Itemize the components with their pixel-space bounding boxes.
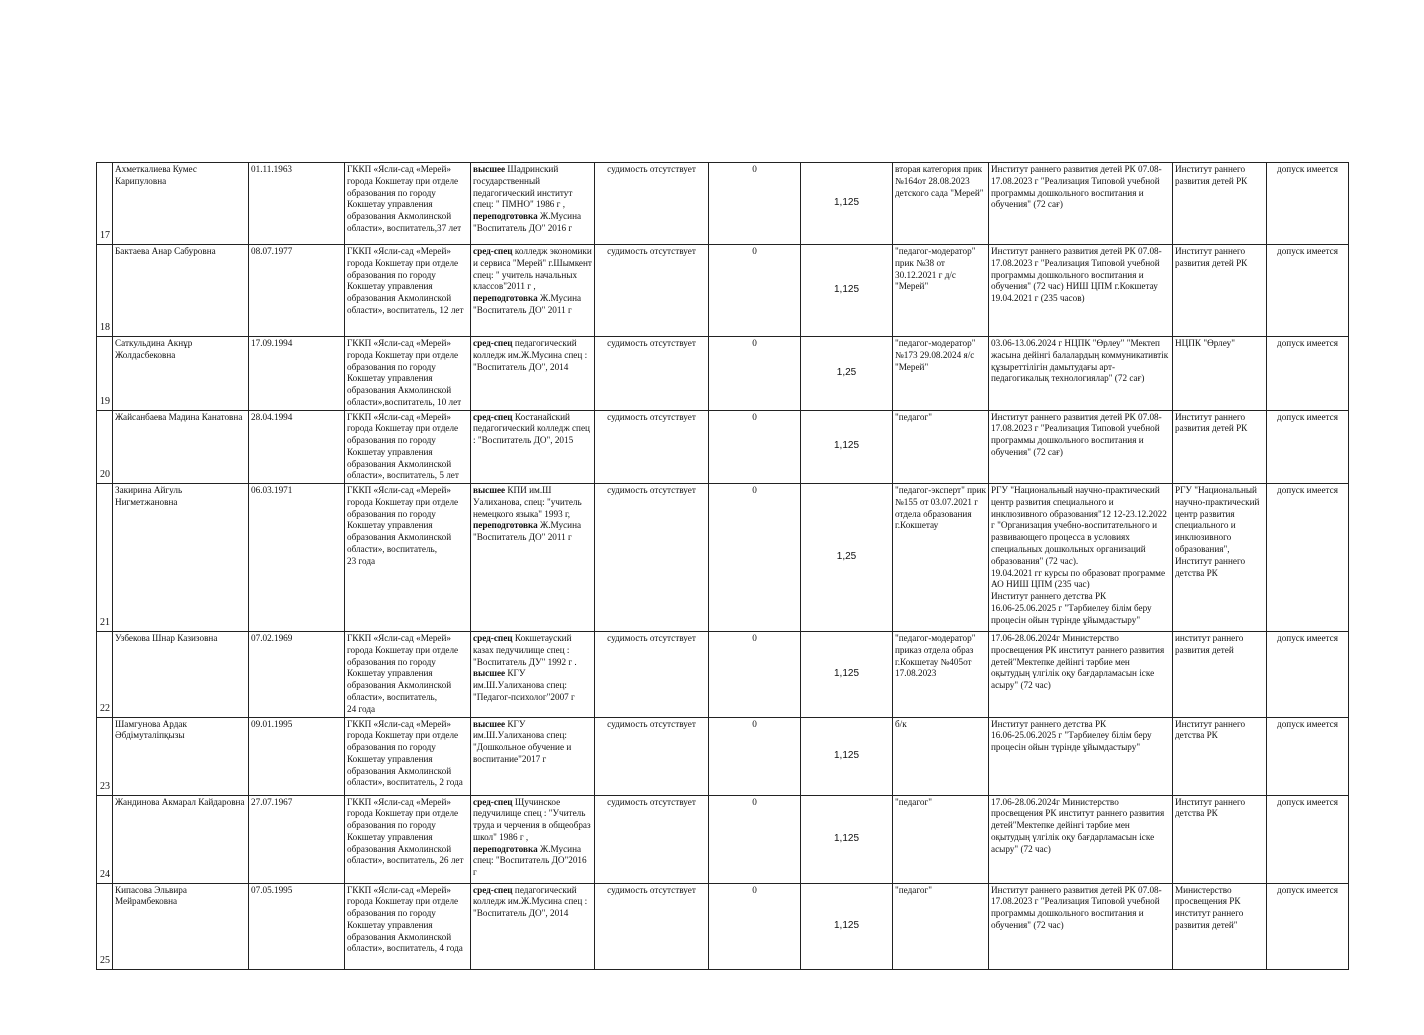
education-level: сред-спец bbox=[473, 796, 513, 807]
retraining-detail: Ж.Мусина "Воспитатель ДО" 2011 г bbox=[473, 520, 582, 543]
training-organization: Институт раннего развития детей РК bbox=[1173, 245, 1267, 337]
training-courses: Институт раннего развития детей РК 07.08-17.08.2023 г "Реализация Типовой учебной программы дошкольного воспитания и обучения" (72 сағ) bbox=[989, 163, 1173, 245]
education-detail: Щучинское педучилище спец : "Учитель труда и черчения в общеобраз школ" 1986 г , bbox=[473, 796, 591, 842]
training-organization: Министерство просвещения РК институт раннего развития детей" bbox=[1173, 883, 1267, 969]
row-number: 19 bbox=[97, 337, 113, 411]
training-courses: 17.06-28.06.2024г Министерство просвещения РК институт раннего развития детей"Мектепке дейінгі тәрбие мен оқытудың үлгілік оқу бағдарламасын іске асыру" (72 час) bbox=[989, 632, 1173, 717]
training-courses: РГУ "Национальный научно-практический центр развития специального и инклюзивного образования"12 12-23.12.2022 г "Организация учебно-воспитательного и развивающего процесса в условиях специальных дошкольных организаций образования" (72 час). 19.04.2021 гг курсы по образоват программе АО НИШ ЦПМ (235 час) Институт раннего детства РК 16.06-25.06.2025 г "Тәрбиелеу білім беру процесін ойын түрінде ұйымдастыру" bbox=[989, 484, 1173, 632]
table-row bbox=[97, 337, 1349, 411]
table-row bbox=[97, 245, 1349, 337]
education bbox=[471, 484, 595, 632]
rate-value: 1,125 bbox=[801, 632, 893, 717]
admission-status: допуск имеется bbox=[1267, 410, 1349, 484]
zero-value: 0 bbox=[709, 484, 801, 632]
education-level: сред-спец bbox=[473, 338, 513, 348]
table-row bbox=[97, 795, 1349, 883]
rate-value: 1,125 bbox=[801, 245, 893, 337]
training-organization: Институт раннего развития детей РК bbox=[1173, 410, 1267, 484]
row-number: 25 bbox=[97, 883, 113, 969]
criminal-record: судимость отсутствует bbox=[595, 717, 709, 795]
education-detail: КГУ им.Ш.Уалиханова спец: "Дошкольное обучение и воспитание"2017 г bbox=[473, 718, 572, 764]
education-detail: Костанайский педагогический колледж спец : "Воспитатель ДО", 2015 bbox=[473, 411, 590, 446]
admission-status: допуск имеется bbox=[1267, 717, 1349, 795]
qualification-category: вторая категория прик №164от 28.08.2023 детского сада "Мерей" bbox=[893, 163, 989, 245]
admission-status: допуск имеется bbox=[1267, 883, 1349, 969]
rate-value: 1,125 bbox=[801, 717, 893, 795]
training-courses: Институт раннего детства РК 16.06-25.06.2025 г "Тәрбиелеу білім беру процесін ойын түрінде ұйымдастыру" bbox=[989, 717, 1173, 795]
qualification-category: "педагог" bbox=[893, 795, 989, 883]
rate-value: 1,25 bbox=[801, 484, 893, 632]
criminal-record: судимость отсутствует bbox=[595, 484, 709, 632]
education-detail: КПИ им.Ш Уалиханова, спец: "учитель немецкого языка" 1993 г, bbox=[473, 485, 582, 519]
full-name: Узбекова Шнар Казизовна bbox=[113, 632, 249, 717]
education bbox=[471, 632, 595, 717]
admission-status: допуск имеется bbox=[1267, 632, 1349, 717]
full-name: Жайсанбаева Мадина Канатовна bbox=[113, 410, 249, 484]
workplace-position: ГККП «Ясли-сад «Мерей» города Кокшетау при отделе образования по городу Кокшетау управления образования Акмолинской области», воспитатель,37 лет bbox=[345, 163, 471, 245]
full-name: Шамгунова Ардак Әбдімуталіпқызы bbox=[113, 717, 249, 795]
criminal-record: судимость отсутствует bbox=[595, 337, 709, 411]
retraining-detail: КГУ им.Ш.Уалиханова спец: "Педагог-психолог"2007 г bbox=[473, 668, 575, 703]
education bbox=[471, 883, 595, 969]
full-name: Кипасова Эльвира Мейрамбековна bbox=[113, 883, 249, 969]
row-number: 18 bbox=[97, 245, 113, 337]
qualification-category: "педагог-модератор" прик №38 от 30.12.2021 г д/с "Мерей" bbox=[893, 245, 989, 337]
birth-date: 07.02.1969 bbox=[249, 632, 345, 717]
education bbox=[471, 410, 595, 484]
qualification-category: "педагог-модератор" приказ отдела образ г.Кокшетау №405от 17.08.2023 bbox=[893, 632, 989, 717]
training-courses: Институт раннего развития детей РК 07.08-17.08.2023 г "Реализация Типовой учебной программы дошкольного воспитания и обучения" (72 час) bbox=[989, 883, 1173, 969]
qualification-category: "педагог-модератор" №173 29.08.2024 я/с "Мерей" bbox=[893, 337, 989, 411]
rate-value: 1,25 bbox=[801, 337, 893, 411]
education-level: высшее bbox=[473, 164, 506, 174]
retraining-label: переподготовка bbox=[473, 211, 538, 222]
zero-value: 0 bbox=[709, 245, 801, 337]
workplace-position: ГККП «Ясли-сад «Мерей» города Кокшетау при отделе образования по городу Кокшетау управления образования Акмолинской области», воспитатель, 2 года bbox=[345, 717, 471, 795]
rate-value: 1,125 bbox=[801, 163, 893, 245]
table-row bbox=[97, 883, 1349, 969]
full-name: Бактаева Анар Сабуровна bbox=[113, 245, 249, 337]
birth-date: 17.09.1994 bbox=[249, 337, 345, 411]
workplace-position: ГККП «Ясли-сад «Мерей» города Кокшетау при отделе образования по городу Кокшетау управления образования Акмолинской области»,воспитатель, 10 лет bbox=[345, 337, 471, 411]
education-detail: колледж экономики и сервиса "Мерей" г.Шымкент спец: " учитель начальных классов"2011 г , bbox=[473, 246, 592, 292]
row-number: 21 bbox=[97, 484, 113, 632]
row-number: 23 bbox=[97, 717, 113, 795]
education-level: сред-спец bbox=[473, 633, 513, 644]
full-name: Саткульдина Акнұр Жолдасбековна bbox=[113, 337, 249, 411]
admission-status: допуск имеется bbox=[1267, 245, 1349, 337]
birth-date: 06.03.1971 bbox=[249, 484, 345, 632]
full-name: Жандинова Акмарал Кайдаровна bbox=[113, 795, 249, 883]
education-level: высшее bbox=[473, 718, 506, 729]
zero-value: 0 bbox=[709, 717, 801, 795]
criminal-record: судимость отсутствует bbox=[595, 163, 709, 245]
retraining-detail: Ж.Мусина "Воспитатель ДО" 2011 г bbox=[473, 293, 582, 315]
birth-date: 07.05.1995 bbox=[249, 883, 345, 969]
rate-value: 1,125 bbox=[801, 410, 893, 484]
criminal-record: судимость отсутствует bbox=[595, 245, 709, 337]
table-row bbox=[97, 410, 1349, 484]
rate-value: 1,125 bbox=[801, 795, 893, 883]
workplace-position: ГККП «Ясли-сад «Мерей» города Кокшетау при отделе образования по городу Кокшетау управления образования Акмолинской области», воспитатель, 4 года bbox=[345, 883, 471, 969]
row-number: 20 bbox=[97, 410, 113, 484]
qualification-category: б/к bbox=[893, 717, 989, 795]
document-sheet bbox=[96, 162, 1349, 970]
birth-date: 27.07.1967 bbox=[249, 795, 345, 883]
training-organization: НЦПК "Өрлеу" bbox=[1173, 337, 1267, 411]
table-row bbox=[97, 717, 1349, 795]
birth-date: 28.04.1994 bbox=[249, 410, 345, 484]
education-level: сред-спец bbox=[473, 246, 513, 256]
education-detail: педагогический колледж им.Ж.Мусина спец : "Воспитатель ДО", 2014 bbox=[473, 338, 588, 372]
rate-value: 1,125 bbox=[801, 883, 893, 969]
admission-status: допуск имеется bbox=[1267, 337, 1349, 411]
workplace-position: ГККП «Ясли-сад «Мерей» города Кокшетау при отделе образования по городу Кокшетау управления образования Акмолинской области», воспитатель, 23 года bbox=[345, 484, 471, 632]
training-organization: РГУ "Национальный научно-практический центр развития специального и инклюзивного образования", Институт раннего детства РК bbox=[1173, 484, 1267, 632]
retraining-label: переподготовка bbox=[473, 293, 538, 304]
education-level: сред-спец bbox=[473, 411, 513, 422]
training-courses: 03.06-13.06.2024 г НЦПК "Өрлеу" "Мектеп жасына дейінгі балалардың коммуникативтік құзыреттілігін дамытудағы арт-педагогикалық технологиялар" (72 сағ) bbox=[989, 337, 1173, 411]
training-organization: Институт раннего детства РК bbox=[1173, 795, 1267, 883]
zero-value: 0 bbox=[709, 883, 801, 969]
education-detail: педагогический колледж им.Ж.Мусина спец : "Воспитатель ДО", 2014 bbox=[473, 884, 588, 919]
qualification-category: "педагог-эксперт" прик №155 от 03.07.2021 г отдела образования г.Кокшетау bbox=[893, 484, 989, 632]
full-name: Ахметкалиева Кумес Карипуловна bbox=[113, 163, 249, 245]
training-organization: Институт раннего детства РК bbox=[1173, 717, 1267, 795]
birth-date: 09.01.1995 bbox=[249, 717, 345, 795]
qualification-category: "педагог" bbox=[893, 410, 989, 484]
table-row bbox=[97, 484, 1349, 632]
workplace-position: ГККП «Ясли-сад «Мерей» города Кокшетау при отделе образования по городу Кокшетау управления образования Акмолинской области», воспитатель, 24 года bbox=[345, 632, 471, 717]
zero-value: 0 bbox=[709, 410, 801, 484]
education-detail: Шадринский государственный педагогический институт спец: " ПМНО" 1986 г , bbox=[473, 164, 573, 210]
criminal-record: судимость отсутствует bbox=[595, 632, 709, 717]
workplace-position: ГККП «Ясли-сад «Мерей» города Кокшетау при отделе образования по городу Кокшетау управления образования Акмолинской области», воспитатель, 26 лет bbox=[345, 795, 471, 883]
criminal-record: судимость отсутствует bbox=[595, 410, 709, 484]
admission-status: допуск имеется bbox=[1267, 484, 1349, 632]
qualification-category: "педагог" bbox=[893, 883, 989, 969]
education bbox=[471, 163, 595, 245]
education bbox=[471, 245, 595, 337]
birth-date: 08.07.1977 bbox=[249, 245, 345, 337]
full-name: Закирина Айгуль Нигметжановна bbox=[113, 484, 249, 632]
zero-value: 0 bbox=[709, 337, 801, 411]
zero-value: 0 bbox=[709, 795, 801, 883]
retraining-label: переподготовка bbox=[473, 520, 538, 531]
row-number: 17 bbox=[97, 163, 113, 245]
row-number: 22 bbox=[97, 632, 113, 717]
retraining-detail: Ж.Мусина "Воспитатель ДО" 2016 г bbox=[473, 211, 582, 233]
education-detail: Кокшетауский казах педучилище спец : "Воспитатель ДУ" 1992 г . bbox=[473, 633, 577, 667]
criminal-record: судимость отсутствует bbox=[595, 883, 709, 969]
admission-status: допуск имеется bbox=[1267, 795, 1349, 883]
zero-value: 0 bbox=[709, 163, 801, 245]
retraining-label: переподготовка bbox=[473, 843, 538, 854]
criminal-record: судимость отсутствует bbox=[595, 795, 709, 883]
workplace-position: ГККП «Ясли-сад «Мерей» города Кокшетау при отделе образования по городу Кокшетау управления образования Акмолинской области», воспитатель, 5 лет bbox=[345, 410, 471, 484]
retraining-label: высшее bbox=[473, 668, 506, 679]
training-courses: 17.06-28.06.2024г Министерство просвещения РК институт раннего развития детей"Мектепке дейінгі тәрбие мен оқытудың үлгілік оқу бағдарламасын іске асыру" (72 час) bbox=[989, 795, 1173, 883]
training-courses: Институт раннего развития детей РК 07.08-17.08.2023 г "Реализация Типовой учебной программы дошкольного воспитания и обучения" (72 сағ) bbox=[989, 410, 1173, 484]
staff-table bbox=[96, 162, 1349, 970]
row-number: 24 bbox=[97, 795, 113, 883]
table-row bbox=[97, 163, 1349, 245]
training-organization: институт раннего развития детей bbox=[1173, 632, 1267, 717]
education bbox=[471, 337, 595, 411]
education bbox=[471, 795, 595, 883]
education-level: высшее bbox=[473, 485, 506, 496]
workplace-position: ГККП «Ясли-сад «Мерей» города Кокшетау при отделе образования по городу Кокшетау управления образования Акмолинской области», воспитатель, 12 лет bbox=[345, 245, 471, 337]
education bbox=[471, 717, 595, 795]
training-courses: Институт раннего развития детей РК 07.08-17.08.2023 г "Реализация Типовой учебной программы дошкольного воспитания и обучения" (72 час) НИШ ЦПМ г.Кокшетау 19.04.2021 г (235 часов) bbox=[989, 245, 1173, 337]
retraining-detail: Ж.Мусина спец: "Воспитатель ДО"2016 г bbox=[473, 843, 587, 878]
table-row bbox=[97, 632, 1349, 717]
zero-value: 0 bbox=[709, 632, 801, 717]
education-level: сред-спец bbox=[473, 884, 513, 895]
birth-date: 01.11.1963 bbox=[249, 163, 345, 245]
admission-status: допуск имеется bbox=[1267, 163, 1349, 245]
training-organization: Институт раннего развития детей РК bbox=[1173, 163, 1267, 245]
